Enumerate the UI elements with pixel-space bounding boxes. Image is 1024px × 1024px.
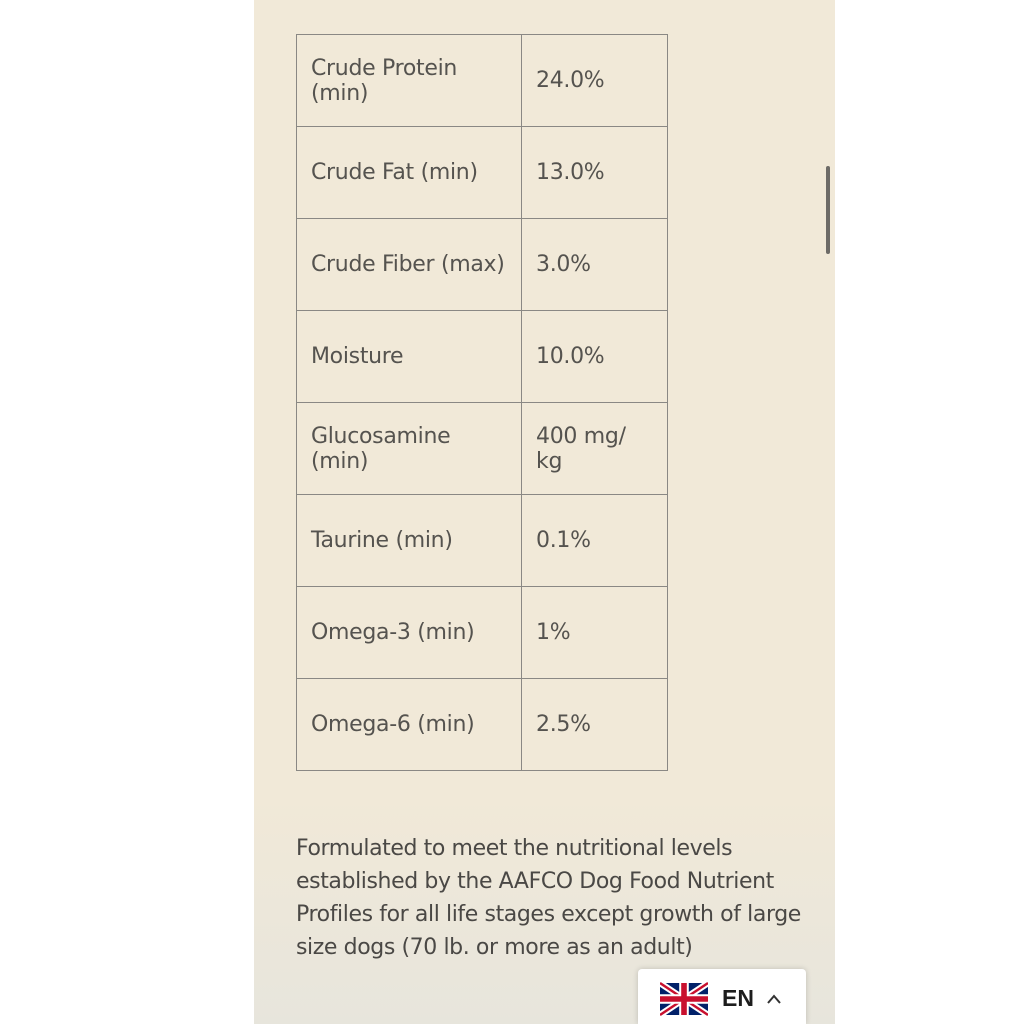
language-switcher[interactable] [638, 969, 806, 1024]
nutrient-value: 13.0% [522, 127, 668, 219]
nutrient-value: 1% [522, 587, 668, 679]
nutrient-label: Omega-6 (min) [297, 679, 522, 771]
aafco-statement: Formulated to meet the nutritional levels established by the AAFCO Dog Food Nutrient Profiles for all life stages except growth of large size dogs (70 lb. or more as an adult) [296, 836, 801, 960]
table-row [297, 219, 668, 311]
chevron-up-icon [766, 993, 782, 1005]
nutrient-label: Omega-3 (min) [297, 587, 522, 679]
nutrient-value: 24.0% [522, 35, 668, 127]
nutrient-label: Taurine (min) [297, 495, 522, 587]
table-row [297, 403, 668, 495]
table-row [297, 679, 668, 771]
scrollbar-thumb[interactable] [826, 166, 830, 254]
nutrient-value: 3.0% [522, 219, 668, 311]
table-row [297, 311, 668, 403]
nutrient-value: 10.0% [522, 311, 668, 403]
nutrient-label: Crude Protein (min) [297, 35, 522, 127]
guaranteed-analysis-table [296, 34, 668, 771]
table-row [297, 495, 668, 587]
nutrient-label: Glucosamine (min) [297, 403, 522, 495]
table-row [297, 35, 668, 127]
table-row [297, 127, 668, 219]
nutrient-value: 0.1% [522, 495, 668, 587]
language-code: EN [722, 985, 754, 1011]
nutrient-label: Crude Fiber (max) [297, 219, 522, 311]
nutrient-label: Crude Fat (min) [297, 127, 522, 219]
nutrient-value: 2.5% [522, 679, 668, 771]
table-row [297, 587, 668, 679]
nutrient-label: Moisture [297, 311, 522, 403]
nutrient-value: 400 mg/ kg [522, 403, 668, 495]
uk-flag-icon [660, 982, 708, 1016]
